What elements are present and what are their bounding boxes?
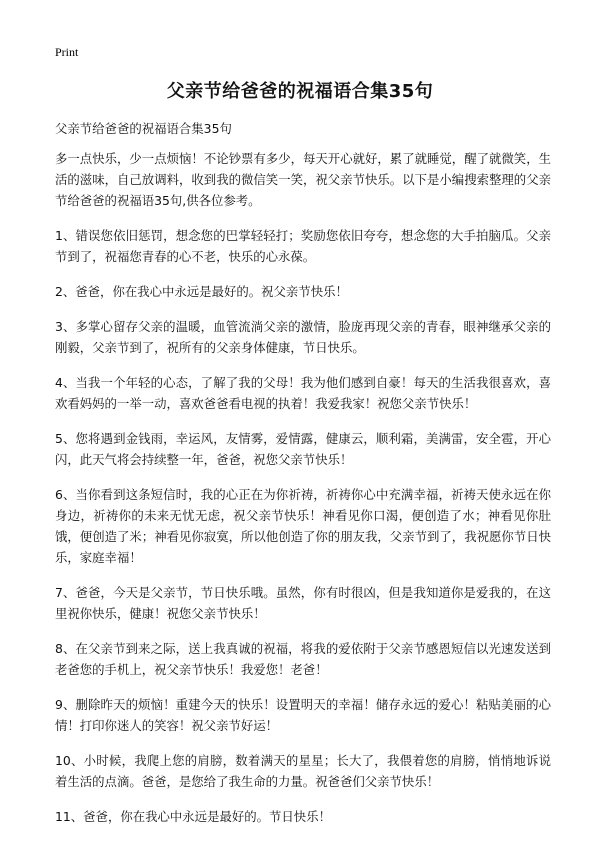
blessing-item-7: 7、爸爸，今天是父亲节，节日快乐哦。虽然，你有时很凶，但是我知道你是爱我的，在这里祝你快乐，健康！祝您父亲节快乐！ <box>55 585 551 621</box>
blessing-item-8: 8、在父亲节到来之际，送上我真诚的祝福，将我的爱依附于父亲节感恩短信以光速发送到老爸您的手机上，祝父亲节快乐！我爱您！老爸！ <box>55 641 551 677</box>
page-subtitle: 父亲节给爸爸的祝福语合集35句 <box>55 121 232 136</box>
blessing-item-2: 2、爸爸，你在我心中永远是最好的。祝父亲节快乐！ <box>55 284 348 299</box>
blessing-item-5: 5、您将遇到金钱雨，幸运风，友情雾，爱情露，健康云，顺利霜，美满雷，安全雹，开心闪，此天气将会持续整一年，爸爸，祝您父亲节快乐！ <box>55 431 551 467</box>
page-title: 父亲节给爸爸的祝福语合集35句 <box>166 81 434 102</box>
article-body <box>55 148 551 841</box>
print-link[interactable]: Print <box>55 45 79 59</box>
blessing-item-11: 11、爸爸，你在我心中永远是最好的。节日快乐！ <box>55 809 331 824</box>
blessing-item-9: 9、删除昨天的烦恼！重建今天的快乐！设置明天的幸福！储存永远的爱心！粘贴美丽的心情！打印你迷人的笑容！祝父亲节好运！ <box>55 697 551 733</box>
blessing-item-4: 4、当我一个年轻的心态，了解了我的父母！我为他们感到自豪！每天的生活我很喜欢，喜欢看妈妈的一举一动，喜欢爸爸看电视的执着！我爱我家！祝您父亲节快乐！ <box>55 375 551 411</box>
blessing-item-3: 3、多掌心留存父亲的温暖，血管流淌父亲的激情，脸庞再现父亲的青春，眼神继承父亲的刚毅，父亲节到了，祝所有的父亲身体健康，节日快乐。 <box>55 319 551 355</box>
blessing-item-1: 1、错误您依旧惩罚，想念您的巴掌轻轻打；奖励您依旧夸夸，想念您的大手拍脑瓜。父亲节到了，祝福您青春的心不老，快乐的心永葆。 <box>55 228 551 264</box>
blessing-item-10: 10、小时候，我爬上您的肩膀，数着满天的星星；长大了，我偎着您的肩膀，悄悄地诉说着生活的点滴。爸爸，是您给了我生命的力量。祝爸爸们父亲节快乐！ <box>55 753 551 789</box>
intro-paragraph: 多一点快乐，少一点烦恼！不论钞票有多少，每天开心就好，累了就睡觉，醒了就微笑，生活的滋味，自己放调料，收到我的微信笑一笑，祝父亲节快乐。以下是小编搜索整理的父亲节给爸爸的祝福语35句,供各位参考。 <box>55 151 551 208</box>
blessing-item-6: 6、当你看到这条短信时，我的心正在为你祈祷，祈祷你心中充满幸福，祈祷天使永远在你身边，祈祷你的未来无忧无虑，祝父亲节快乐！神看见你口渴，便创造了水；神看见你肚饿，便创造了米；神看见你寂寞，所以他创造了你的朋友我，父亲节到了，我祝愿你节日快乐，家庭幸福！ <box>55 487 551 565</box>
